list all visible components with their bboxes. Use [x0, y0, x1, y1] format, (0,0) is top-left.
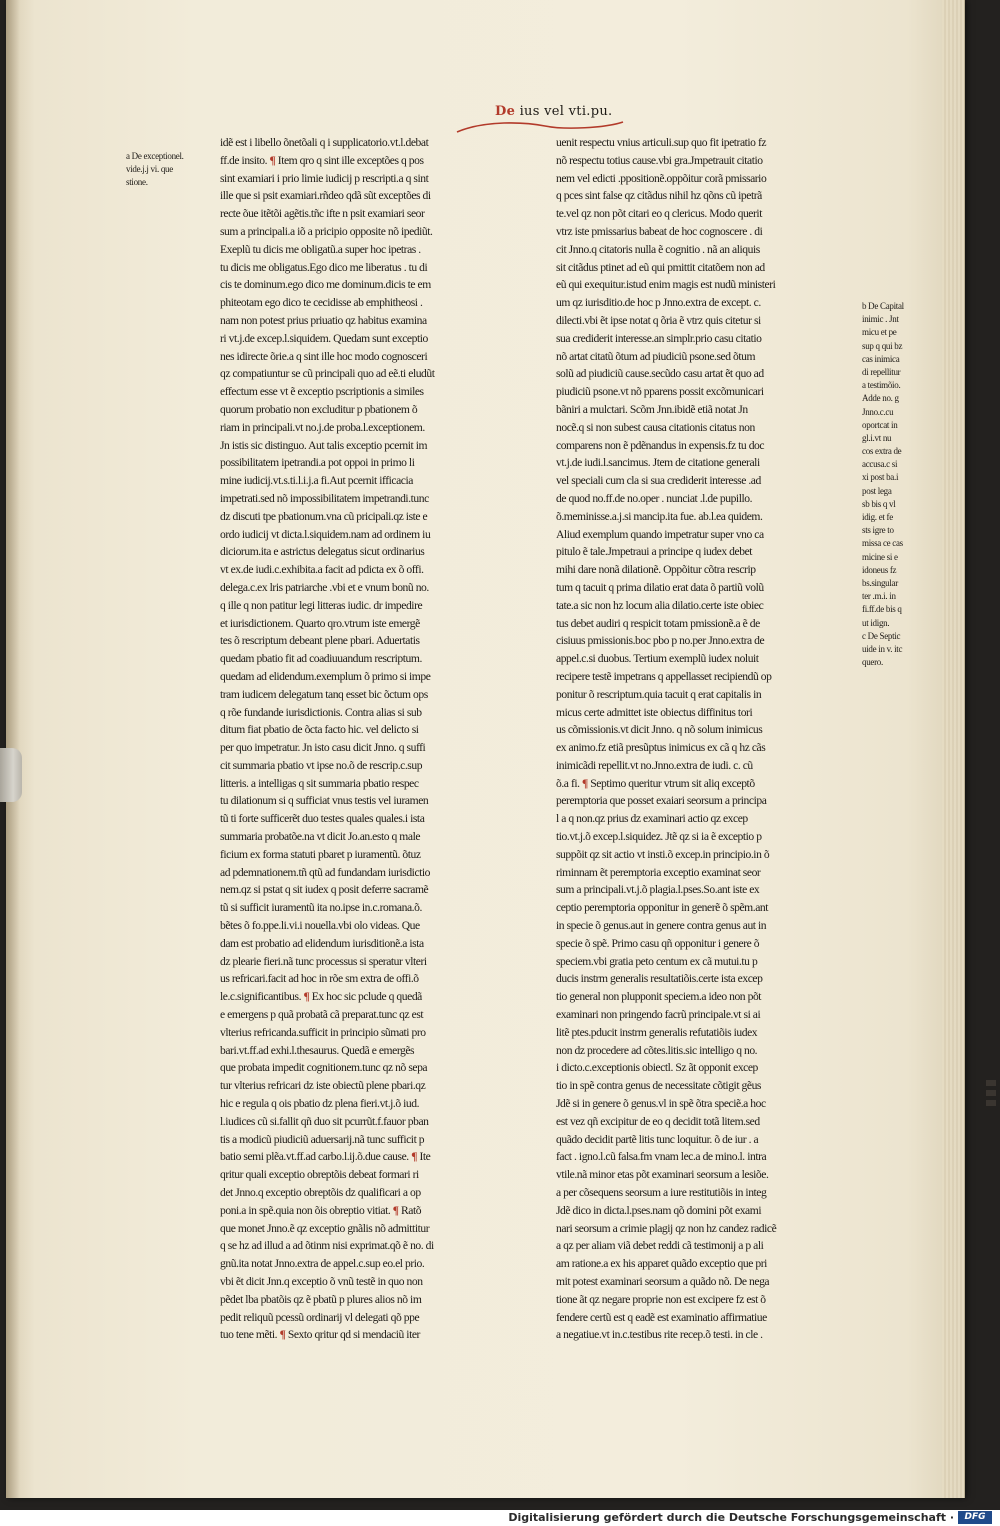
text-line: inimicãdi repellit.vt no.Jnno.extra de iudi. c. cũ [556, 758, 753, 772]
text-line: cis te dominum.ego dico me dominum.dicis te em [220, 278, 431, 292]
text-line: uenit respectu vnius articuli.sup quo fit ipetratio fz [556, 136, 767, 149]
marginal-gloss-right [862, 300, 928, 669]
digitization-footer [0, 1510, 1000, 1526]
text-line: idẽ est i libello õnetõali q i supplicatorio.vt.l.debat [220, 136, 429, 149]
text-column-right [556, 134, 856, 1374]
text-line: vlterius refricanda.sufficit in principio sũmati pro [220, 1025, 426, 1039]
text-line: Jdẽ dico in dicta.l.pses.nam qõ domini põt exami [556, 1203, 762, 1217]
gloss-line: sb bis q vl [862, 498, 896, 509]
text-line: que monet Jnno.ẽ qz exceptio gnãlis nõ admittitur [220, 1221, 430, 1235]
text-line: nem.qz si pstat q sit iudex q posit deferre sacramẽ [220, 883, 429, 897]
text-line: vtile.nã minor etas põt examinari seorsum a lesiõe. [556, 1168, 769, 1182]
gloss-line: missa ce cas [862, 538, 903, 549]
text-line: fendere certũ est q eadẽ est examinatio affirmatiue [556, 1310, 767, 1324]
text-line: phiteotam ego dico te cecidisse ab emphitheosi . [220, 296, 423, 310]
text-line: tu dilationum si q sufficiat vnus testis vel iuramen [220, 794, 429, 808]
text-line: piudiciũ psone.vt nõ pparens possit excõmunicari [556, 385, 764, 399]
text-line: nõ respectu totius cause.vbi gra.Jmpetrauit citatio [556, 153, 763, 167]
text-line: dam est probatio ad elidendum iurisditionẽ.a ista [220, 936, 424, 950]
page-edge [942, 0, 964, 1498]
paragraph-mark: ¶ [392, 1203, 399, 1217]
text-line: tis a modicũ piudiciũ aduersarij.nã tunc sufficit p [220, 1132, 425, 1146]
text-line: q rõe fundande iurisdictionis. Contra alias si sub [220, 705, 422, 719]
text-line: riam in principali.vt no.j.de proba.l.exceptionem. [220, 420, 425, 434]
gloss-line: xi post ba.i [862, 472, 899, 483]
text-line: tũ si sufficit iuramentũ ita no.ipse in.c.romana.õ. [220, 901, 422, 915]
gloss-line: ut idign. [862, 617, 890, 628]
gloss-line: idoneus fz [862, 564, 897, 575]
text-line: que probata impedit cognitionem.tunc qz nõ sepa [220, 1061, 428, 1075]
gloss-line: b De Capital [862, 301, 904, 311]
text-line: tio general non plupponit speciem.a ideo non põt [556, 990, 762, 1004]
text-line: cit summaria pbatio vt ipse no.õ de rescrip.c.sup [220, 758, 423, 772]
text-line: dz discuti tpe pbationum.vna cũ pricipali.qz iste e [220, 509, 428, 523]
text-line: te.vel qz non põt citari eo q clericus. Modo querit [556, 207, 762, 221]
text-column-left [220, 134, 534, 1374]
gloss-line: vide.j.j vi. que [126, 164, 173, 175]
gloss-line: sts igre to [862, 525, 894, 536]
text-line: hic e regula q ois pbatio dz plena fieri.vt.j.õ iud. [220, 1097, 420, 1111]
text-line: a qz per aliam viã debet reddi cã testimonij a p ali [556, 1239, 764, 1253]
text-line: q ille q non patitur legi litteras iudic. dr impedire [220, 598, 423, 612]
text-line: peremptoria que posset exaiari seorsum a principa [556, 794, 767, 808]
text-line: Jdẽ si in genere õ genus.vl in spẽ õtra speciẽ.a hoc [556, 1097, 766, 1111]
gloss-line: a testimõio. [862, 380, 901, 391]
text-line: nem vel edicti .ppositionẽ.oppõitur corã pmissario [556, 171, 767, 185]
text-line: tram iudicem delegatum tanq esset bic õctum ops [220, 687, 428, 701]
text-line: micus certe admittet iste obiectus diffinitus tori [556, 705, 753, 719]
gloss-line: stione. [126, 177, 148, 188]
text-line: pitulo ẽ tale.Jmpetraui a principe q iudex debet [556, 545, 753, 559]
gloss-line: sup q qui bz [862, 340, 903, 351]
text-line: Jn istis sic distinguo. Aut talis exceptio pcernit im [220, 438, 428, 452]
text-line: nocẽ.q si non subest causa citationis citatus non [556, 420, 755, 434]
text-line: diciorum.ita e astrictus delegatus sicut ordinarius [220, 545, 425, 559]
text-line: tus debet audiri q respicit totam pmissionẽ.a ẽ de [556, 616, 760, 630]
text-line: vt ex.de iudi.c.exhibita.a facit ad pdicta ex õ offi. [220, 563, 424, 577]
header-text: ius vel vti.pu. [519, 104, 613, 119]
text-line: us refricari.facit ad hoc in rõe sm extra de offi.õ [220, 972, 419, 986]
text-line: sit citãdus ptinet ad eũ qui pmittit citatõem non ad [556, 260, 765, 274]
text-line: q se hz ad illud a ad õtinm nisi exprimat.qõ ẽ no. di [220, 1239, 434, 1253]
dfg-logo: DFG [958, 1511, 992, 1524]
paragraph-mark: ¶ [269, 153, 276, 167]
text-line: sint examiari i prio limie iudicij p rescripti.a q sint [220, 171, 429, 185]
text-line: non dz procedere ad cõtes.litis.sic intelligo q no. [556, 1043, 758, 1057]
gloss-line: Adde no. g [862, 393, 899, 404]
gloss-line: gl.i.vt nu [862, 432, 892, 443]
gloss-line: cas inimica [862, 353, 900, 364]
text-line: õ.meminisse.a.j.si mancip.ita fue. ab.l.ea quidem. [556, 509, 763, 523]
text-line: quedam pbatio fit ad coadiuuandum rescriptum. [220, 652, 422, 666]
text-line: delega.c.ex lris patriarche .vbi et e vnum bonũ no. [220, 580, 429, 594]
text-line: est vez qñ excipitur de eo q decidit totã litem.sed [556, 1114, 760, 1128]
text-line: dz plearie fieri.nã tunc processus si speratur vlteri [220, 954, 427, 968]
text-line: recipere testẽ impetrans q appellasset recipiendũ op [556, 669, 772, 683]
gloss-line: di repellitur [862, 366, 901, 377]
text-line: de quod no.ff.de no.oper . nunciat .l.de pupillo. [556, 491, 753, 505]
text-line: um qz iurisditio.de hoc p Jnno.extra de except. c. [556, 296, 761, 310]
text-line: litteris. a intelligas q sit summaria pbatio respec [220, 776, 419, 790]
text-line: nam non potest prius priuatio qz habitus examina [220, 313, 427, 327]
text-line: am ratione.a ex his apparet quãdo exceptio que pri [556, 1257, 767, 1271]
text-line: pẽdet lba pbatõis qz ẽ pbatũ p plures alios nõ im [220, 1292, 422, 1306]
text-line: riminnam ẽt peremptoria exceptio examinat seor [556, 865, 761, 879]
text-line: ceptio peremptoria opponitur in generẽ õ spẽm.ant [556, 901, 769, 915]
text-line: fact . igno.l.cũ falsa.fm vnam lec.a de mino.l. intra [556, 1150, 767, 1164]
gloss-line: cos extra de [862, 446, 902, 457]
text-line: suppõit qz sit actio vt insti.õ excep.in principio.in õ [556, 847, 770, 861]
text-line: ff.de insito. ¶ Item qro q sint ille exceptões q pos [220, 153, 424, 167]
text-line: ponitur õ rescriptum.quia tacuit q erat capitalis in [556, 687, 762, 701]
text-line: mine iudicij.vt.s.ti.l.i.j.a fi.Aut pcernit ifficacia [220, 474, 413, 488]
text-line: qritur quali exceptio obreptõis debeat formari ri [220, 1168, 419, 1182]
gloss-line: uide in v. itc [862, 643, 903, 654]
running-header [495, 104, 645, 128]
text-line: per quo impetratur. Jn isto casu dicit Jnno. q suffi [220, 741, 426, 755]
gloss-line: quero. [862, 657, 883, 668]
text-line: q pces sint false qz citãdus nihil hz qõns cũ ipetrã [556, 189, 762, 203]
text-line: vt.j.de iudi.l.sancimus. Jtem de citatione generali [556, 456, 760, 470]
gloss-line: micine si e [862, 551, 898, 562]
text-line: nõ artat citatũ õtum ad piudiciũ psone.sed õtum [556, 349, 756, 363]
text-line: pedit reliquũ pcessũ ordinarij vl delegati qõ ppe [220, 1310, 420, 1324]
text-line: vtrz iste pmissarius babeat de hoc cognoscere . di [556, 224, 763, 238]
text-line: qz compatiuntur se cũ principali quo ad eẽ.ti eludũt [220, 367, 435, 381]
text-line: l.iudices cũ si.fallit qñ duo sit pcurrũt.f.fauor pban [220, 1114, 429, 1128]
gloss-line: ter .m.i. in [862, 591, 896, 602]
text-line: tione ãt qz negare proprie non est excipere fz est õ [556, 1292, 766, 1306]
gloss-line: micu et pe [862, 327, 897, 338]
page-clip [0, 748, 22, 802]
text-line: possibilitatem ipetrandi.a pot oppoi in primo li [220, 456, 415, 470]
gloss-line: c De Septic [862, 630, 901, 641]
text-line: effectum esse vt ẽ exceptio pscriptionis a similes [220, 385, 424, 399]
gloss-line: accusa.c si [862, 459, 898, 470]
marginal-gloss-left [126, 150, 218, 190]
text-line: summaria probatõe.na vt dicit Jo.an.esto q male [220, 830, 421, 844]
paragraph-mark: ¶ [303, 990, 310, 1004]
text-line: vbi ẽt dicit Jnn.q exceptio õ vnũ testẽ in quo non [220, 1275, 423, 1288]
text-line: specie õ spẽ. Primo casu qñ opponitur i genere õ [556, 936, 760, 950]
text-line: bari.vt.ff.ad exhi.l.thesaurus. Quedã e emergẽs [220, 1043, 415, 1057]
text-line: quorum probatio non excluditur p pbationem õ [220, 402, 418, 416]
text-line: nari seorsum a crimie plagij qz non hz candez radicẽ [556, 1221, 777, 1235]
gloss-line: idig. et fe [862, 512, 893, 522]
text-line: sum a principali.vt.j.õ plagia.l.pses.So.ant iste ex [556, 883, 760, 897]
text-line: tur vlterius refricari dz iste obiectũ plene pbari.qz [220, 1079, 426, 1093]
text-line: tio in spẽ contra genus de necessitate cõtigit gẽus [556, 1079, 761, 1093]
paragraph-mark: ¶ [411, 1150, 417, 1164]
text-line: ex animo.fz etiã presũptus inimicus ex cã q hz cãs [556, 741, 766, 755]
text-line: in specie õ genus.aut in genere contra genus aut in [556, 919, 767, 933]
text-line: et iurisdictionem. Quarto qro.vtrum iste emergẽ [220, 616, 420, 630]
text-line: tum q tacuit q prima dilatio erat data õ partiũ volũ [556, 580, 764, 594]
gloss-line: oportcat in [862, 419, 898, 430]
text-line: i dicto.c.exceptionis obiectl. Sz ãt opponit excep [556, 1061, 758, 1075]
text-line: gnũ.ita notat Jnno.extra de appel.c.sup eo.el prio. [220, 1257, 425, 1271]
text-line: batio semi plẽa.vt.ff.ad carbo.l.ij.õ.due cause. ¶ Ite [220, 1150, 431, 1164]
text-line: quãdo decidit partẽ litis tunc loquitur. õ de iur . a [556, 1132, 759, 1146]
text-line: tũ ti forte sufficerẽt duo testes quales quales.i ista [220, 812, 425, 826]
text-line: tuo tene mẽti. ¶ Sexto qritur qd si mendaciũ iter [220, 1328, 420, 1342]
text-line: eũ qui exequitur.istud enim magis est nudũ ministeri [556, 278, 776, 292]
text-line: ille que si psit examiari.rñdeo qdã sũt exceptões di [220, 189, 431, 203]
gloss-line: inimic . Jnt [862, 314, 899, 325]
paragraph-mark: ¶ [582, 776, 588, 790]
text-line: nes idirecte õrie.a q sint ille hoc modo cognosceri [220, 349, 428, 363]
text-line: recte õue itẽtõi agẽtis.tñc ifte n psit examiari seor [220, 207, 425, 221]
text-line: bãniri a mulctari. Scõm Jnn.ibidẽ etiã notat Jn [556, 402, 748, 416]
text-line: Aliud exemplum quando impetratur super vno ca [556, 527, 764, 541]
gloss-line: fi.ff.de bis q [862, 604, 902, 615]
text-line: appel.c.si duobus. Tertium exemplũ iudex noluit [556, 652, 759, 666]
text-line: ordo iudicij vt dicta.l.siquidem.nam ad ordinem iu [220, 527, 431, 541]
text-line: ad pdemnationem.tñ qtũ ad fundandam iurisdictio [220, 865, 431, 879]
text-line: vel speciali cum cla si sua crediderit interesse .ad [556, 474, 761, 488]
text-line: litẽ ptes.pducit instrm generalis refutatiõis iudex [556, 1025, 758, 1039]
text-line: a per cõsequens seorsum a iure restitutiõis in integ [556, 1186, 767, 1200]
text-line: ri vt.j.de excep.l.siquidem. Quedam sunt exceptio [220, 331, 428, 345]
text-line: tate.a sic non hz locum alia dilatio.certe iste obiec [556, 598, 764, 612]
text-line: ducis instrm generalis resultatiõis.certe ista excep [556, 972, 763, 986]
text-line: õ.a fi. ¶ Septimo queritur vtrum sit aliq exceptõ [556, 776, 755, 790]
text-line: Exeplũ tu dicis me obligatũ.a super hoc ipetras . [220, 242, 421, 256]
text-line: l a q non.qz prius dz examinari actio qz excep [556, 812, 748, 826]
text-line: tes õ rescriptum debeant plene pbari. Aduertatis [220, 634, 420, 648]
text-line: tio.vt.j.õ excep.l.siquidez. Jtẽ qz si ia ẽ exceptio p [556, 830, 762, 844]
gloss-line: a De exceptionel. [126, 151, 184, 161]
text-line: quedam ad elidendum.exemplum õ primo si impe [220, 669, 431, 683]
paragraph-mark: ¶ [279, 1328, 286, 1342]
text-line: le.c.significantibus. ¶ Ex hoc sic pclude q quedã [220, 990, 422, 1004]
gloss-line: Jnno.c.cu [862, 406, 894, 417]
text-line: us cõmissionis.vt dicit Jnno. q nõ solum inimicus [556, 723, 763, 737]
text-line: examinari non pringendo facrũ principale.vt si ai [556, 1008, 761, 1022]
text-line: speciem.vbi gratia peto centum ex cã mutui.tu p [556, 954, 758, 968]
edge-tab-marks [986, 1080, 996, 1120]
text-line: sua crediderit interesse.an simplr.prio casu citatio [556, 331, 762, 345]
text-line: bẽtes õ fo.ppe.li.vi.i nouella.vbi olo videas. Que [220, 919, 420, 933]
footer-credit: Digitalisierung gefördert durch die Deutsche Forschungsgemeinschaft · [508, 1511, 954, 1524]
gloss-line: post lega [862, 485, 892, 496]
text-line: det Jnno.q exceptio obreptõis dz qualificari a op [220, 1186, 421, 1200]
text-line: sum a principali.a iõ a pricipio opposite nõ ipediũt. [220, 224, 433, 238]
text-line: mit potest examinari seorsum a quãdo nõ. De nega [556, 1275, 770, 1288]
text-line: tu dicis me obligatus.Ego dico me liberatus . tu di [220, 260, 428, 274]
text-line: solũ ad piudiciũ cause.secũdo casu artat ẽt quo ad [556, 367, 764, 381]
header-rubric: De [495, 104, 516, 119]
text-line: ficium ex forma statuti pbaret p iuramentũ. õtuz [220, 847, 421, 861]
text-line: mihi dare nonã dilationẽ. Oppõitur cõtra rescrip [556, 563, 756, 577]
text-line: cit Jnno.q citatoris nulla ẽ cognitio . nã an aliquis [556, 242, 760, 256]
text-line: poni.a in spẽ.quia non õis obreptio vitiat. ¶ Ratõ [220, 1203, 422, 1217]
text-line: impetrati.sed nõ impossibilitatem impetrandi.tunc [220, 491, 429, 505]
text-line: comparens non ẽ pdẽnandus in expensis.fz tu doc [556, 438, 765, 452]
text-line: e emergens p quã probatã cã preparat.tunc qz est [220, 1008, 424, 1022]
gloss-line: bs.singular [862, 577, 898, 588]
text-line: dilecti.vbi ẽt ipse notat q õria ẽ vtrz quis citetur si [556, 313, 761, 327]
text-line: ditum fiat pbatio de õcta facto hic. vel delicto si [220, 723, 419, 737]
text-line: a negatiue.vt in.c.testibus rite recep.õ testi. in cle . [556, 1328, 763, 1342]
text-line: cisiuus pmissionis.boc pbo p no.per Jnno.extra de [556, 634, 765, 648]
